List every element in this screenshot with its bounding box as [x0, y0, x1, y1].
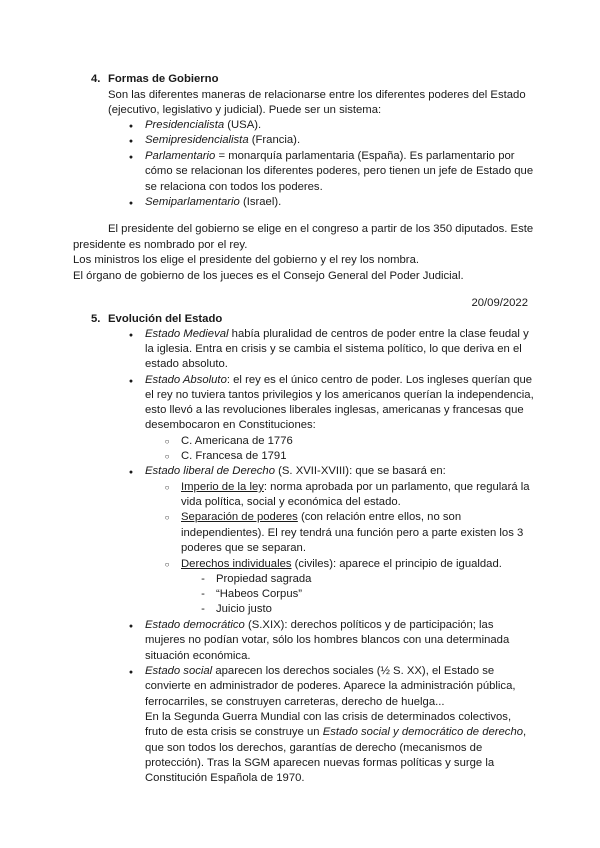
sub-item-separacion-poderes: Separación de poderes (con relación entre ellos, no son — [181, 511, 462, 523]
paragraph-line-3: Los ministros los elige el presidente del gobierno y el rey los nombra. — [73, 254, 419, 266]
section-5-title: Evolución del Estado — [108, 313, 223, 325]
item-estado-social-line-2: convierte en administrador de poderes. Aparece la administración pública, — [145, 680, 516, 692]
dash-bullet-icon — [198, 572, 208, 588]
item-estado-democratico-line-2: mujeres no podían votar, sólo los hombres blancos con una determinada — [145, 634, 510, 646]
section-4-intro-line-1: Son las diferentes maneras de relacionarse entre los diferentes poderes del Estado — [108, 89, 526, 101]
item-estado-social-line-5: fruto de esta crisis se construye un Estado social y democrático de derecho, — [145, 726, 527, 738]
sub-item-separacion-line-3: poderes que se separan. — [181, 542, 306, 554]
item-estado-liberal: Estado liberal de Derecho (S. XVII-XVIII): que se basará en: — [145, 465, 446, 477]
bullet-icon — [126, 149, 136, 166]
bullet-icon — [126, 327, 136, 344]
bullet-icon — [126, 664, 136, 681]
item-estado-social-line-6: que son todos los derechos, garantías de derecho (mecanismos de — [145, 742, 483, 754]
dash-item-habeas: “Habeos Corpus” — [216, 588, 303, 600]
item-estado-social-line-3: ferrocarriles, se construyen carreteras, derecho de huelga... — [145, 696, 445, 708]
circle-bullet-icon — [162, 480, 172, 496]
paragraph-line-2: presidente es nombrado por el rey. — [73, 239, 248, 251]
bullet-icon — [126, 618, 136, 635]
date-label: 20/09/2022 — [471, 297, 528, 309]
sub-item-imperio-ley: Imperio de la ley: norma aprobada por un parlamento, que regulará la — [181, 481, 530, 493]
list-item-presidencialista: Presidencialista (USA). — [145, 119, 262, 131]
circle-bullet-icon — [162, 557, 172, 573]
bullet-icon — [126, 133, 136, 150]
list-item-parlamentario-line-2: cómo se relacionan los diferentes poderes, pero tienen un jefe de Estado que — [145, 165, 534, 177]
item-estado-social: Estado social aparecen los derechos sociales (½ S. XX), el Estado se — [145, 665, 495, 677]
paragraph-line-1: El presidente del gobierno se elige en el congreso a partir de los 350 diputados. Este — [108, 223, 534, 235]
item-estado-medieval: Estado Medieval había pluralidad de centros de poder entre la clase feudal y — [145, 328, 529, 340]
section-4-intro-line-2: (ejecutivo, legislativo y judicial). Puede ser un sistema: — [108, 104, 382, 116]
circle-bullet-icon — [162, 510, 172, 526]
item-estado-democratico-line-3: situación económica. — [145, 650, 251, 662]
sub-item-imperio-ley-line-2: vida política, social y económica del estado. — [181, 496, 401, 508]
sub-item-separacion-line-2: independientes). El rey tendrá una función pero a parte existen los 3 — [181, 527, 524, 539]
item-estado-social-line-4: En la Segunda Guerra Mundial con las crisis de determinados colectivos, — [145, 711, 512, 723]
list-item-semipresidencialista: Semipresidencialista (Francia). — [145, 134, 301, 146]
section-4-number: 4. — [91, 73, 101, 85]
item-estado-medieval-line-3: estado absoluto. — [145, 358, 228, 370]
dash-item-juicio: Juicio justo — [216, 603, 272, 615]
item-estado-absoluto: Estado Absoluto: el rey es el único centro de poder. Los ingleses querían que — [145, 374, 533, 386]
circle-bullet-icon — [162, 449, 172, 465]
section-5-number: 5. — [91, 313, 101, 325]
item-estado-social-line-7: protección). Tras la SGM aparecen nuevas formas políticas y surge la — [145, 757, 495, 769]
item-estado-democratico: Estado democrático (S.XIX): derechos políticos y de participación; las — [145, 619, 494, 631]
paragraph-line-4: El órgano de gobierno de los jueces es el Consejo General del Poder Judicial. — [73, 270, 464, 282]
bullet-icon — [126, 464, 136, 481]
list-item-parlamentario-line-3: se relaciona con todos los poderes. — [145, 181, 323, 193]
list-item-semiparlamentario: Semiparlamentario (Israel). — [145, 196, 282, 208]
item-estado-absoluto-line-2: el rey no tuviera tantos privilegios y los americanos querían la independencia, — [145, 389, 534, 401]
item-estado-medieval-line-2: la iglesia. Entra en crisis y se cambia el sistema político, lo que deriva en el — [145, 343, 522, 355]
bullet-icon — [126, 373, 136, 390]
bullet-icon — [126, 195, 136, 212]
item-estado-absoluto-line-4: desembocaron en Constituciones: — [145, 419, 316, 431]
circle-bullet-icon — [162, 434, 172, 450]
sub-item-derechos-individuales: Derechos individuales (civiles): aparece el principio de igualdad. — [181, 558, 502, 570]
dash-bullet-icon — [198, 587, 208, 603]
item-estado-social-line-8: Constitución Española de 1970. — [145, 772, 305, 784]
sub-item-c-francesa: C. Francesa de 1791 — [181, 450, 287, 462]
item-estado-absoluto-line-3: esto llevó a las revoluciones liberales inglesas, americanas y francesas que — [145, 404, 524, 416]
dash-item-propiedad: Propiedad sagrada — [216, 573, 312, 585]
dash-bullet-icon — [198, 602, 208, 618]
sub-item-c-americana: C. Americana de 1776 — [181, 435, 293, 447]
section-4-title: Formas de Gobierno — [108, 73, 219, 85]
list-item-parlamentario: Parlamentario = monarquía parlamentaria (España). Es parlamentario por — [145, 150, 515, 162]
